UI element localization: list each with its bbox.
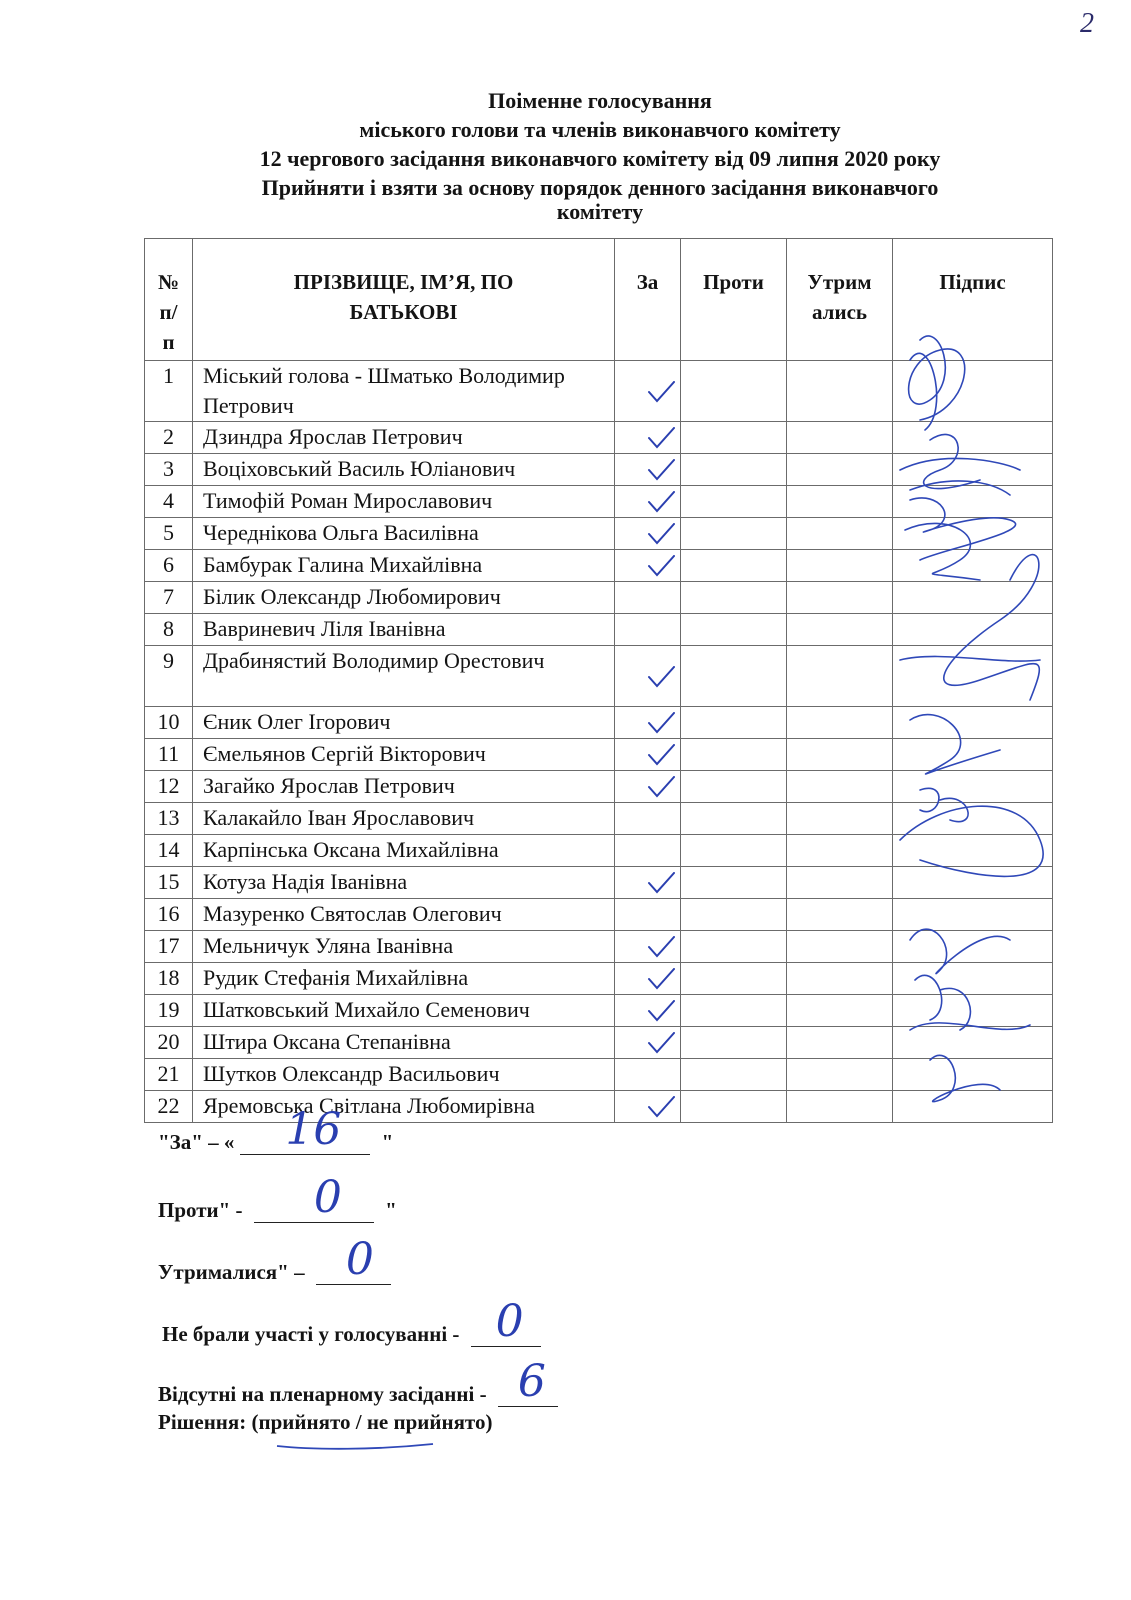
checkmark-icon (647, 555, 675, 577)
table-row (145, 931, 1053, 963)
vote-for-cell (615, 899, 681, 931)
vote-against-cell (681, 803, 787, 835)
vote-for-cell (615, 867, 681, 899)
signature-cell (893, 422, 1053, 454)
vote-abstained-cell (787, 361, 893, 422)
summary-abstained-value: 0 (345, 1234, 374, 1285)
summary-abstained-label: Утрималися" – (158, 1260, 310, 1284)
vote-abstained-cell (787, 422, 893, 454)
vote-abstained-cell (787, 899, 893, 931)
table-row (145, 1027, 1053, 1059)
signature-cell (893, 995, 1053, 1027)
summary-against (158, 1172, 397, 1223)
vote-against-cell (681, 550, 787, 582)
vote-against-cell (681, 771, 787, 803)
vote-for-cell (615, 1027, 681, 1059)
vote-against-cell (681, 931, 787, 963)
vote-abstained-cell (787, 454, 893, 486)
signature-cell (893, 454, 1053, 486)
row-name: Череднікова Ольга Василівна (193, 518, 615, 550)
vote-for-cell (615, 550, 681, 582)
vote-abstained-cell (787, 867, 893, 899)
row-num: 12 (145, 771, 193, 803)
row-num: 16 (145, 899, 193, 931)
header-abstained: Утрим ались (787, 239, 893, 361)
signature-cell (893, 803, 1053, 835)
title-line-5: комітету (556, 199, 644, 224)
summary-against-blank (254, 1172, 374, 1223)
signature-cell (893, 1027, 1053, 1059)
row-name: Міський голова - Шматько Володимир Петрович (193, 361, 615, 422)
vote-for-cell (615, 486, 681, 518)
table-row (145, 995, 1053, 1027)
table-body (145, 361, 1053, 1123)
signature-cell (893, 1059, 1053, 1091)
row-num: 3 (145, 454, 193, 486)
table-row (145, 899, 1053, 931)
vote-against-cell (681, 518, 787, 550)
vote-against-cell (681, 646, 787, 707)
row-name: Білик Олександр Любомирович (193, 582, 615, 614)
vote-abstained-cell (787, 646, 893, 707)
signature-cell (893, 739, 1053, 771)
checkmark-icon (647, 427, 675, 449)
vote-for-cell (615, 454, 681, 486)
vote-abstained-cell (787, 1091, 893, 1123)
vote-abstained-cell (787, 995, 893, 1027)
table-header-row (145, 239, 1053, 361)
row-num: 6 (145, 550, 193, 582)
table-row (145, 771, 1053, 803)
vote-abstained-cell (787, 614, 893, 646)
vote-against-cell (681, 422, 787, 454)
vote-abstained-cell (787, 486, 893, 518)
row-num: 1 (145, 361, 193, 422)
signature-cell (893, 931, 1053, 963)
table-row (145, 582, 1053, 614)
row-name: Шатковський Михайло Семенович (193, 995, 615, 1027)
vote-abstained-cell (787, 550, 893, 582)
table-row (145, 803, 1053, 835)
row-num: 5 (145, 518, 193, 550)
row-num: 22 (145, 1091, 193, 1123)
row-name: Воціховський Василь Юліанович (193, 454, 615, 486)
summary-absent (158, 1356, 564, 1407)
summary-for-label: "За" – « (158, 1130, 235, 1154)
vote-against-cell (681, 614, 787, 646)
header-for: За (615, 239, 681, 361)
signature-cell (893, 550, 1053, 582)
vote-for-cell (615, 1091, 681, 1123)
checkmark-icon (647, 712, 675, 734)
checkmark-icon (647, 666, 675, 688)
table-row (145, 422, 1053, 454)
summary-against-label: Проти" - (158, 1198, 248, 1222)
signature-cell (893, 518, 1053, 550)
table-row (145, 614, 1053, 646)
row-num: 13 (145, 803, 193, 835)
row-name: Дзиндра Ярослав Петрович (193, 422, 615, 454)
summary-for-suffix: " (376, 1130, 394, 1154)
table-row (145, 707, 1053, 739)
row-name: Єник Олег Ігорович (193, 707, 615, 739)
vote-against-cell (681, 1091, 787, 1123)
table-row (145, 550, 1053, 582)
vote-for-cell (615, 771, 681, 803)
title-line-3: 12 чергового засідання виконавчого комітету від 09 липня 2020 року (259, 146, 941, 171)
vote-for-cell (615, 518, 681, 550)
vote-against-cell (681, 835, 787, 867)
row-num: 10 (145, 707, 193, 739)
page-number: 2 (1080, 8, 1094, 39)
row-num: 4 (145, 486, 193, 518)
vote-table (144, 238, 1053, 1123)
vote-for-cell (615, 707, 681, 739)
checkmark-icon (647, 459, 675, 481)
summary-absent-value: 6 (517, 1356, 546, 1407)
vote-for-cell (615, 646, 681, 707)
vote-for-cell (615, 422, 681, 454)
vote-against-cell (681, 707, 787, 739)
vote-against-cell (681, 1027, 787, 1059)
checkmark-icon (647, 744, 675, 766)
row-num: 17 (145, 931, 193, 963)
summary-not-voting-label: Не брали участі у голосуванні - (162, 1322, 465, 1346)
table-row (145, 1091, 1053, 1123)
vote-against-cell (681, 899, 787, 931)
signature-cell (893, 899, 1053, 931)
row-name: Мельничук Уляна Іванівна (193, 931, 615, 963)
summary-abstained (158, 1234, 397, 1285)
vote-against-cell (681, 995, 787, 1027)
row-num: 8 (145, 614, 193, 646)
vote-for-cell (615, 931, 681, 963)
row-num: 14 (145, 835, 193, 867)
row-num: 18 (145, 963, 193, 995)
summary-not-voting (162, 1296, 547, 1347)
checkmark-icon (647, 1096, 675, 1118)
row-num: 11 (145, 739, 193, 771)
row-num: 9 (145, 646, 193, 707)
vote-for-cell (615, 739, 681, 771)
table-row (145, 646, 1053, 707)
checkmark-icon (647, 491, 675, 513)
header-against: Проти (681, 239, 787, 361)
vote-against-cell (681, 1059, 787, 1091)
table-row (145, 1059, 1053, 1091)
row-num: 2 (145, 422, 193, 454)
summary-abstained-blank (316, 1234, 391, 1285)
checkmark-icon (647, 1032, 675, 1054)
vote-abstained-cell (787, 835, 893, 867)
document-title (150, 86, 1050, 222)
vote-against-cell (681, 963, 787, 995)
signature-cell (893, 646, 1053, 707)
vote-against-cell (681, 582, 787, 614)
vote-against-cell (681, 486, 787, 518)
checkmark-icon (647, 968, 675, 990)
vote-against-cell (681, 454, 787, 486)
checkmark-icon (647, 936, 675, 958)
row-name: Рудик Стефанія Михайлівна (193, 963, 615, 995)
checkmark-icon (647, 381, 675, 403)
signature-cell (893, 582, 1053, 614)
vote-against-cell (681, 361, 787, 422)
summary-not-voting-value: 0 (495, 1296, 524, 1347)
vote-abstained-cell (787, 707, 893, 739)
vote-for-cell (615, 614, 681, 646)
vote-for-cell (615, 963, 681, 995)
vote-abstained-cell (787, 518, 893, 550)
row-name: Карпінська Оксана Михайлівна (193, 835, 615, 867)
table-row (145, 518, 1053, 550)
signature-cell (893, 835, 1053, 867)
row-name: Бамбурак Галина Михайлівна (193, 550, 615, 582)
signature-cell (893, 1091, 1053, 1123)
vote-abstained-cell (787, 771, 893, 803)
row-name: Тимофій Роман Мирославович (193, 486, 615, 518)
vote-for-cell (615, 835, 681, 867)
vote-abstained-cell (787, 1059, 893, 1091)
table-row (145, 361, 1053, 422)
table-row (145, 867, 1053, 899)
signature-cell (893, 867, 1053, 899)
signature-cell (893, 707, 1053, 739)
row-name: Яремовська Світлана Любомирівна (193, 1091, 615, 1123)
row-name: Калакайло Іван Ярославович (193, 803, 615, 835)
row-name: Штира Оксана Степанівна (193, 1027, 615, 1059)
table-row (145, 739, 1053, 771)
summary-for-blank (240, 1104, 370, 1155)
row-num: 7 (145, 582, 193, 614)
checkmark-icon (647, 523, 675, 545)
row-name: Котуза Надія Іванівна (193, 867, 615, 899)
summary-for-value: 16 (285, 1104, 342, 1155)
vote-abstained-cell (787, 739, 893, 771)
row-num: 20 (145, 1027, 193, 1059)
vote-abstained-cell (787, 931, 893, 963)
signature-cell (893, 771, 1053, 803)
decision-line: Рішення: (прийнято / не прийнято) (158, 1410, 493, 1434)
checkmark-icon (647, 872, 675, 894)
vote-abstained-cell (787, 963, 893, 995)
header-name: ПРІЗВИЩЕ, ІМ’Я, ПО БАТЬКОВІ (193, 239, 615, 361)
table-row (145, 835, 1053, 867)
vote-abstained-cell (787, 803, 893, 835)
summary-absent-blank (498, 1356, 558, 1407)
row-name: Вавриневич Ліля Іванівна (193, 614, 615, 646)
vote-for-cell (615, 803, 681, 835)
row-num: 21 (145, 1059, 193, 1091)
vote-abstained-cell (787, 1027, 893, 1059)
row-name: Мазуренко Святослав Олегович (193, 899, 615, 931)
vote-for-cell (615, 582, 681, 614)
header-num: № п/ п (145, 239, 193, 361)
row-num: 15 (145, 867, 193, 899)
signature-cell (893, 361, 1053, 422)
row-name: Драбинястий Володимир Орестович (193, 646, 615, 707)
vote-abstained-cell (787, 582, 893, 614)
checkmark-icon (647, 776, 675, 798)
row-name: Шутков Олександр Васильович (193, 1059, 615, 1091)
title-line-4: Прийняти і взяти за основу порядок денного засідання виконавчого (261, 175, 939, 200)
table-row (145, 486, 1053, 518)
summary-absent-label: Відсутні на пленарному засіданні - (158, 1382, 492, 1406)
row-name: Ємельянов Сергій Вікторович (193, 739, 615, 771)
vote-against-cell (681, 867, 787, 899)
table-row (145, 454, 1053, 486)
summary-not-voting-blank (471, 1296, 541, 1347)
title-line-2: міського голови та членів виконавчого комітету (359, 117, 841, 142)
checkmark-icon (647, 1000, 675, 1022)
vote-for-cell (615, 361, 681, 422)
signature-cell (893, 486, 1053, 518)
summary-against-value: 0 (313, 1172, 342, 1223)
table-row (145, 963, 1053, 995)
summary-against-suffix: " (379, 1198, 397, 1222)
signature-cell (893, 963, 1053, 995)
row-name: Загайко Ярослав Петрович (193, 771, 615, 803)
vote-for-cell (615, 1059, 681, 1091)
title-line-1: Поіменне голосування (488, 88, 712, 113)
vote-for-cell (615, 995, 681, 1027)
signature-cell (893, 614, 1053, 646)
row-num: 19 (145, 995, 193, 1027)
header-signature: Підпис (893, 239, 1053, 361)
vote-against-cell (681, 739, 787, 771)
decision-underline (275, 1438, 435, 1452)
